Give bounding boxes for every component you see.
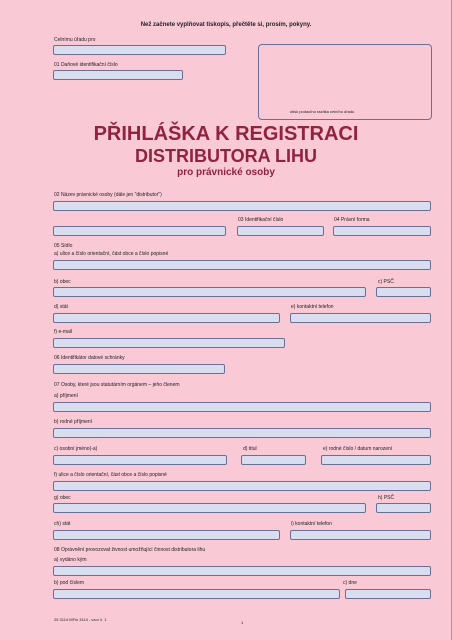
email-label: f) e-mail — [54, 329, 73, 335]
person-street-field[interactable] — [53, 481, 431, 491]
postcode-field[interactable] — [376, 287, 431, 297]
customs-office-label: Celnímu úřadu pro — [54, 37, 96, 43]
date-label: c) dne — [343, 580, 357, 586]
birth-surname-label: b) rodné příjmení — [54, 419, 93, 425]
entity-name-field-2[interactable] — [53, 226, 226, 236]
ident-no-field[interactable] — [237, 226, 324, 236]
form-title-line-1: PŘIHLÁŠKA K REGISTRACI — [93, 123, 359, 145]
footer-form-code: 25 3114 MFin 3114 - vzor č. 1 — [54, 617, 107, 622]
given-names-label: c) osobní jméno(-a) — [54, 446, 98, 452]
person-phone-label: i) kontaktní telefon — [291, 521, 332, 527]
phone-field[interactable] — [290, 313, 431, 323]
degree-label: d) titul — [243, 446, 257, 452]
customs-office-field[interactable] — [53, 45, 226, 55]
issued-by-field[interactable] — [53, 566, 431, 576]
databox-field[interactable] — [53, 364, 225, 374]
ref-no-field[interactable] — [53, 589, 340, 599]
legal-form-label: 04 Právní forma — [334, 217, 370, 223]
ref-no-label: b) pod číslem — [54, 580, 85, 586]
seat-label: 05 Sídlo — [54, 243, 73, 249]
entity-name-label: 02 Název právnické osoby (dále jen "distributor") — [54, 192, 162, 198]
page-number: 1 — [241, 620, 244, 625]
given-names-field[interactable] — [53, 455, 227, 465]
postcode-label: c) PSČ — [378, 279, 394, 285]
surname-label: a) příjmení — [54, 393, 78, 399]
tax-id-label: 01 Daňové identifikační číslo — [54, 62, 118, 68]
person-municipality-field[interactable] — [53, 503, 366, 513]
state-label: d) stát — [54, 304, 68, 310]
state-field[interactable] — [53, 313, 280, 323]
person-phone-field[interactable] — [290, 530, 431, 540]
person-street-label: f) ulice a číslo orientační, část obce a číslo popisné — [54, 472, 167, 478]
street-label: a) ulice a číslo orientační, část obce a číslo popisné — [54, 251, 169, 257]
ident-no-label: 03 Identifikační číslo — [238, 217, 284, 223]
databox-label: 06 Identifikátor datové schránky — [54, 355, 125, 361]
municipality-field[interactable] — [53, 287, 366, 297]
birth-surname-field[interactable] — [53, 428, 431, 438]
surname-field[interactable] — [53, 402, 431, 412]
person-postcode-label: h) PSČ — [378, 495, 395, 501]
tax-id-field[interactable] — [53, 70, 183, 80]
instructions-note: Než začnete vyplňovat tiskopis, přečtěte si, prosím, pokyny. — [140, 22, 312, 28]
birth-no-label: e) rodné číslo / datum narození — [323, 446, 393, 452]
form-title-line-2: DISTRIBUTORA LIHU — [135, 146, 317, 166]
person-state-label: ch) stát — [54, 521, 71, 527]
legal-form-field[interactable] — [333, 226, 431, 236]
email-field[interactable] — [53, 338, 285, 348]
municipality-label: b) obec — [54, 279, 71, 285]
stamp-box-label: otisk podacího razítka celního úřadu — [290, 109, 355, 114]
phone-label: e) kontaktní telefon — [291, 304, 334, 310]
date-field[interactable] — [345, 589, 431, 599]
persons-label: 07 Osoby, které jsou statutárním orgánem – jeho členem — [54, 382, 180, 388]
issued-by-label: a) vydáno kým — [54, 557, 87, 563]
trade-license-label: 08 Oprávnění provozovat živnost umožňující činnost distributora lihu — [54, 547, 206, 553]
person-state-field[interactable] — [53, 530, 280, 540]
person-postcode-field[interactable] — [376, 503, 431, 513]
entity-name-field[interactable] — [53, 201, 431, 211]
birth-no-field[interactable] — [321, 455, 431, 465]
degree-field[interactable] — [241, 455, 306, 465]
street-field[interactable] — [53, 260, 431, 270]
form-subtitle: pro právnické osoby — [177, 167, 275, 178]
person-municipality-label: g) obec — [54, 495, 71, 501]
